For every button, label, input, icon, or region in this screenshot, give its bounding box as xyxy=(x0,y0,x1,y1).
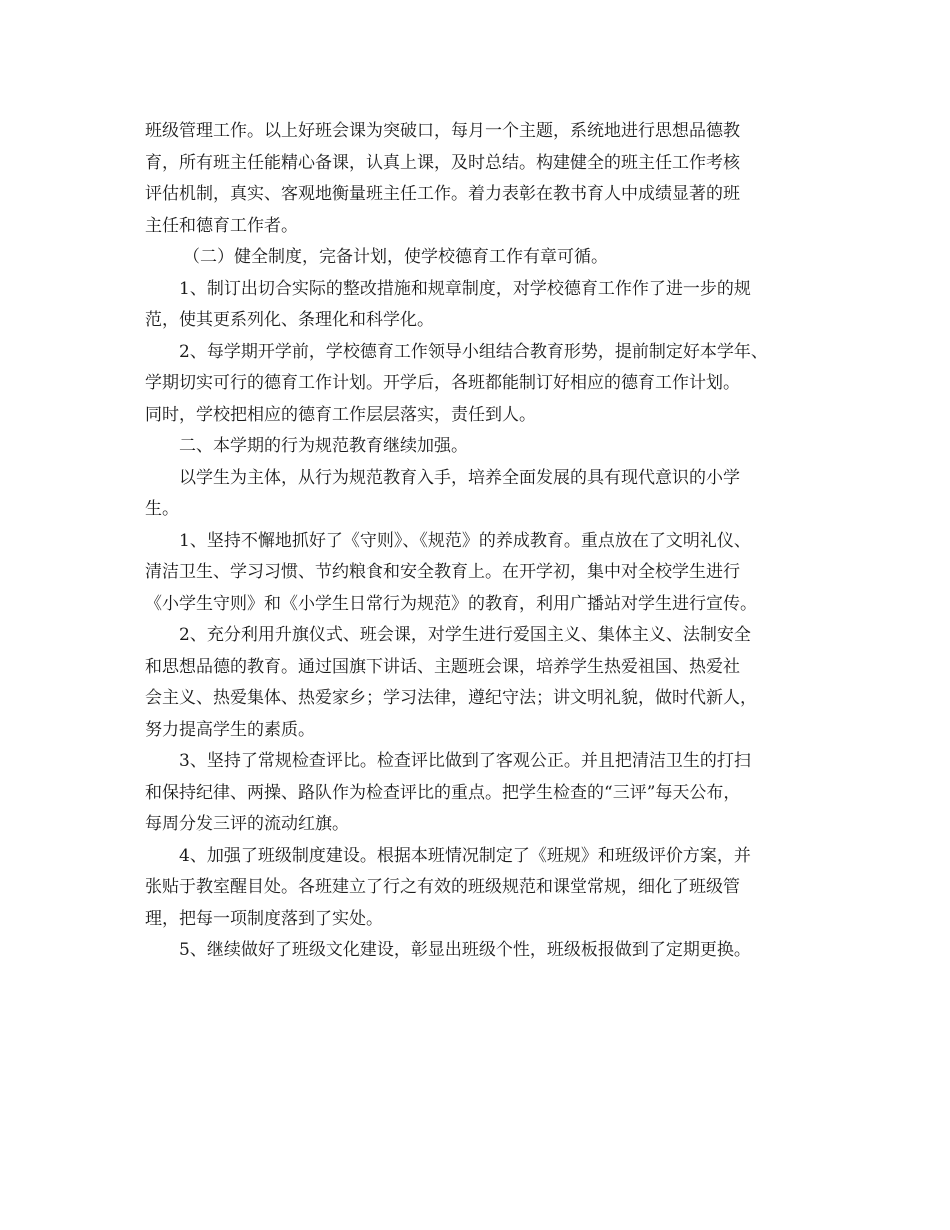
text-line: 同时，学校把相应的德育工作层层落实，责任到人。 xyxy=(145,404,536,425)
text-line: 范，使其更系列化、条理化和科学化。 xyxy=(145,310,434,330)
section-heading: 二、本学期的行为规范教育继续加强。 xyxy=(179,436,468,456)
text-line: 会主义、热爱集体、热爱家乡；学习法律，遵纪守法；讲文明礼貌，做时代新人， xyxy=(145,688,757,708)
text-line: 4、加强了班级制度建设。根据本班情况制定了《班规》和班级评价方案，并 xyxy=(179,845,751,866)
text-line: 主任和德育工作者。 xyxy=(145,215,298,236)
text-line: 2、每学期开学前，学校德育工作领导小组结合教育形势，提前制定好本学年、 xyxy=(179,341,768,362)
text-line: 以学生为主体，从行为规范教育入手，培养全面发展的具有现代意识的小学 xyxy=(179,467,740,488)
text-line: 清洁卫生、学习习惯、节约粮食和安全教育上。在开学初，集中对全校学生进行 xyxy=(145,562,740,582)
text-line: 学期切实可行的德育工作计划。开学后，各班都能制订好相应的德育工作计划。 xyxy=(145,373,740,393)
text-line: 评估机制，真实、客观地衡量班主任工作。着力表彰在教书育人中成绩显著的班 xyxy=(145,184,740,204)
text-line: 2、充分利用升旗仪式、班会课，对学生进行爱国主义、集体主义、法制安全 xyxy=(179,625,751,645)
text-line: 生。 xyxy=(145,499,179,519)
section-heading: （二）健全制度，完备计划，使学校德育工作有章可循。 xyxy=(183,247,608,267)
text-line: 1、坚持不懈地抓好了《守则》、《规范》的养成教育。重点放在了文明礼仪、 xyxy=(179,530,751,551)
text-line: 《小学生守则》和《小学生日常行为规范》的教育，利用广播站对学生进行宣传。 xyxy=(145,593,757,614)
text-line: 5、继续做好了班级文化建设，彰显出班级个性，班级板报做到了定期更换。 xyxy=(179,940,751,960)
text-line: 张贴于教室醒目处。各班建立了行之有效的班级规范和课堂常规，细化了班级管 xyxy=(145,877,740,897)
document-body xyxy=(145,116,815,967)
text-line: 1、制订出切合实际的整改措施和规章制度，对学校德育工作作了进一步的规 xyxy=(179,278,751,299)
text-line: 和思想品德的教育。通过国旗下讲话、主题班会课，培养学生热爱祖国、热爱社 xyxy=(145,656,740,677)
text-line: 育，所有班主任能精心备课，认真上课，及时总结。构建健全的班主任工作考核 xyxy=(145,152,740,173)
text-line: 每周分发三评的流动红旗。 xyxy=(145,814,349,834)
text-line: 努力提高学生的素质。 xyxy=(145,719,315,740)
text-line: 理，把每一项制度落到了实处。 xyxy=(145,908,383,929)
text-line: 3、坚持了常规检查评比。检查评比做到了客观公正。并且把清洁卫生的打扫 xyxy=(179,751,751,771)
text-line: 和保持纪律、两操、路队作为检查评比的重点。把学生检查的“三评”每天公布， xyxy=(145,782,741,803)
text-line: 班级管理工作。以上好班会课为突破口，每月一个主题，系统地进行思想品德教 xyxy=(145,121,740,141)
